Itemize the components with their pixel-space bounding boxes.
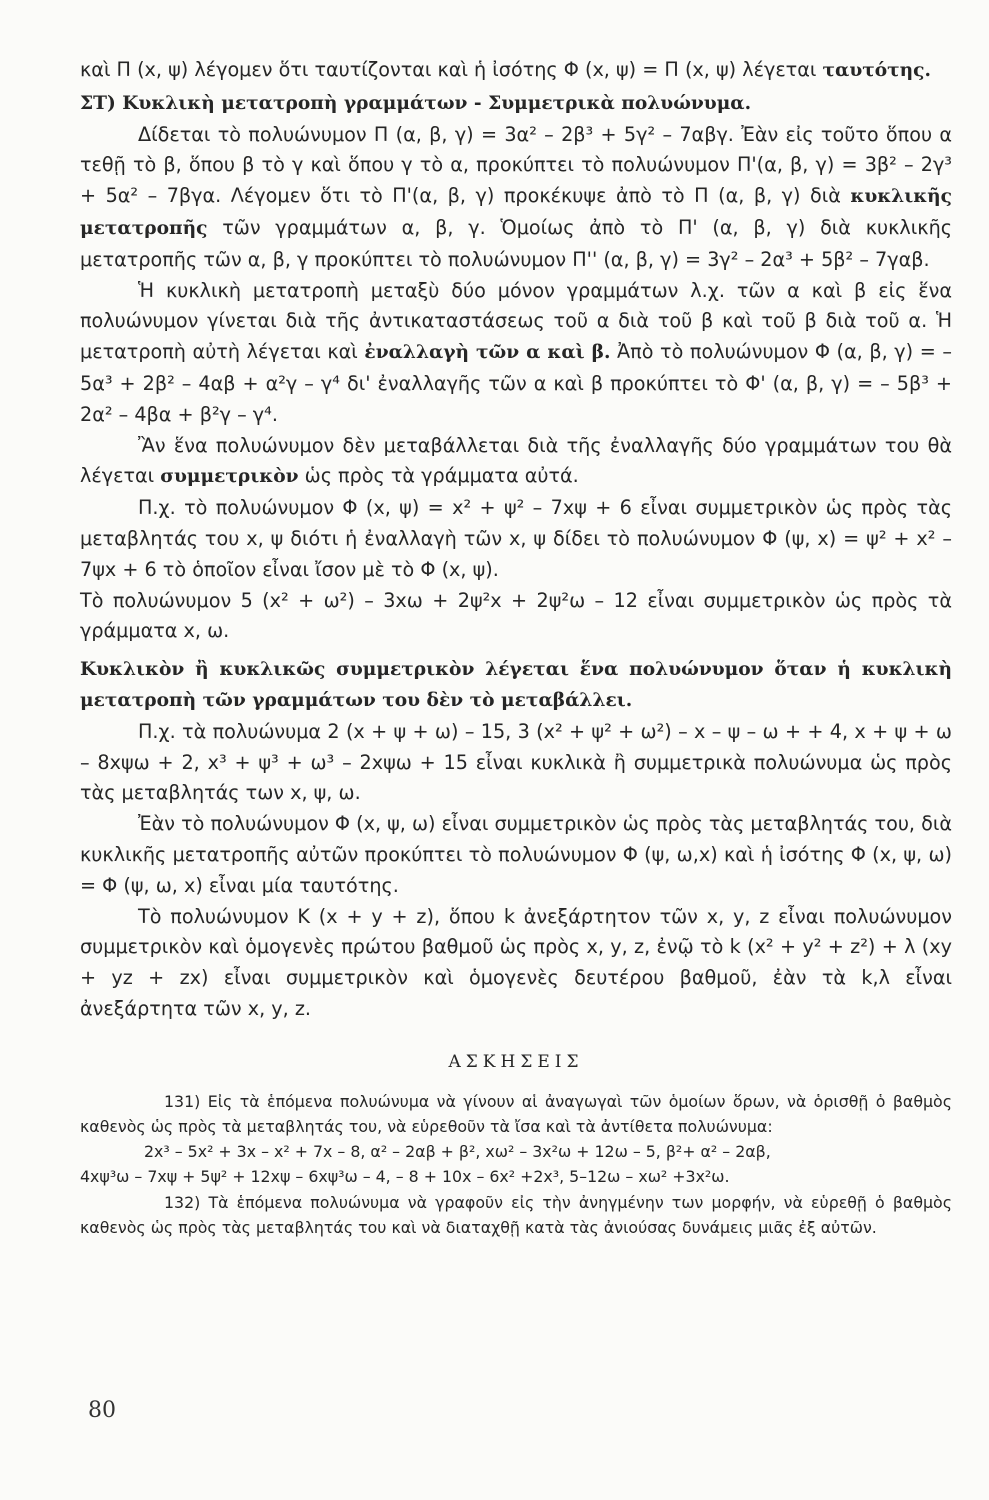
- paragraph-example-cyclic: Π.χ. τὰ πολυώνυμα 2 (x + ψ + ω) – 15, 3 (x² + ψ² + ω²) – x – ψ – ω + + 4, x + ψ + ω – 8xψω + 2, x³ + ψ³ + ω³ – 2xψω + 15 εἶναι κυκλικὰ ἢ συμμετρικὰ πολυώνυμα ὡς πρὸς τὰς μεταβλητάς των x, ψ, ω.: [80, 719, 952, 805]
- term-symmetric: συμμετρικὸν: [160, 466, 299, 488]
- paragraph-homogeneous: Τὸ πολυώνυμον K (x + y + z), ὅπου k ἀνεξάρτητον τῶν x, y, z εἶναι πολυώνυμον συμμετρικὸν καὶ ὁμογενὲς πρώτου βαθμοῦ ὡς πρὸς x, y, z, ἐνῷ τὸ k (x² + y² + z²) + λ (xy + yz + zx) εἶναι συμμετρικὸν καὶ ὁμογενὲς δευτέρου βαθμοῦ, ἐὰν τὰ k,λ εἶναι ἀνεξάρτητα τῶν x, y, z.: [80, 904, 952, 1020]
- para3-text-b: ὡς πρὸς τὰ γράμματα αὐτά.: [304, 464, 579, 488]
- exercise-131-line-2: 4xψ³ω – 7xψ + 5ψ² + 12xψ – 6xψ³ω – 4, – 8 + 10x – 6x² +2x³, 5–12ω – xω² +3x²ω.: [80, 1167, 730, 1187]
- exercise-131-line-1: 2x³ – 5x² + 3x – x² + 7x – 8, α² – 2αβ + β², xω² – 3x²ω + 12ω – 5, β²+ α² – 2αβ,: [144, 1142, 771, 1162]
- page-content: [80, 55, 952, 1240]
- exercise-132: 132) Τὰ ἑπόμενα πολυώνυμα νὰ γραφοῦν εἰς τὴν ἀνηγμένην των μορφήν, νὰ εὑρεθῇ ὁ βαθμὸς καθενὸς ὡς πρὸς τὰς μεταβλητάς του καὶ νὰ διαταχθῇ κατὰ τὰς ἀνιούσας δυνάμεις μιᾶς ἐξ αὐτῶν.: [80, 1192, 952, 1237]
- definition-cyclic-polynomial: Κυκλικὸν ἢ κυκλικῶς συμμετρικὸν λέγεται ἕνα πολυώνυμον ὅταν ἡ κυκλικὴ μετατροπὴ τῶν γραμμάτων του δὲν τὸ μεταβάλλει.: [80, 659, 952, 711]
- paragraph-symmetric: [80, 431, 952, 494]
- exercise-131: 131) Εἰς τὰ ἑπόμενα πολυώνυμα νὰ γίνουν αἱ ἀναγωγαὶ τῶν ὁμοίων ὅρων, νὰ ὁρισθῇ ὁ βαθμὸς καθενὸς ὡς πρὸς τὰ μεταβλητάς του, νὰ εὑρεθοῦν τὰ ἴσα καὶ τὰ ἀντίθετα πολυώνυμα:: [80, 1091, 952, 1136]
- page-number: 80: [88, 1398, 116, 1423]
- para2-text-a: Ἡ κυκλικὴ μετατροπὴ μεταξὺ δύο μόνον γραμμάτων λ.χ. τῶν α καὶ β εἰς ἕνα πολυώνυμον γίνεται διὰ τῆς ἀντικαταστάσεως τοῦ α διὰ τοῦ β καὶ τοῦ β διὰ τοῦ α. Ἡ μετατροπὴ αὐτὴ λέγεται καὶ: [80, 278, 952, 364]
- paragraph-cyclic-definition: [80, 120, 952, 276]
- para1-text-a: Δίδεται τὸ πολυώνυμον Π (α, β, γ) = 3α² – 2β³ + 5γ² – 7αβγ. Ἐὰν εἰς τοῦτο ὅπου α τεθῇ τὸ β, ὅπου β τὸ γ καὶ ὅπου γ τὸ α, προκύπτει τὸ πολυώνυμον Π'(α, β, γ) = 3β² – 2γ³ + 5α² – 7βγα. Λέγομεν ὅτι τὸ Π'(α, β, γ) προκέκυψε ἀπὸ τὸ Π (α, β, γ) διὰ: [80, 122, 952, 208]
- paragraph-identity: Ἐὰν τὸ πολυώνυμον Φ (x, ψ, ω) εἶναι συμμετρικὸν ὡς πρὸς τὰς μεταβλητάς του, διὰ κυκλικῆς μετατροπῆς αὐτῶν προκύπτει τὸ πολυώνυμον Φ (ψ, ω,x) καὶ ἡ ἰσότης Φ (x, ψ, ω) = Φ (ψ, ω, x) εἶναι μία ταυτότης.: [80, 812, 952, 897]
- para1-text-b: τῶν γραμμάτων α, β, γ. Ὁμοίως ἀπὸ τὸ Π' (α, β, γ) διὰ κυκλικῆς μετατροπῆς τῶν α, β, γ προκύπτει τὸ πολυώνυμον Π'' (α, β, γ) = 3γ² – 2α³ + 5β² – 7γαβ.: [80, 215, 952, 271]
- paragraph-example-symmetric: Π.χ. τὸ πολυώνυμον Φ (x, ψ) = x² + ψ² – 7xψ + 6 εἶναι συμμετρικὸν ὡς πρὸς τὰς μεταβλητάς του x, ψ διότι ἡ ἐναλλαγὴ τῶν x, ψ δίδει τὸ πολυώνυμον Φ (ψ, x) = ψ² + x² – 7ψx + 6 τὸ ὁποῖον εἶναι ἴσον μὲ τὸ Φ (x, ψ).: [80, 496, 952, 581]
- intro-text: καὶ Π (x, ψ) λέγομεν ὅτι ταυτίζονται καὶ ἡ ἰσότης Φ (x, ψ) = Π (x, ψ) λέγεται: [80, 58, 817, 81]
- term-cyclic-transformation: κυκλικῆς μετατροπῆς: [80, 186, 952, 239]
- para2-text-b: Ἀπὸ τὸ πολυώνυμον Φ (α, β, γ) = – 5α³ + 2β² – 4αβ + α²γ – γ⁴ δι' ἐναλλαγῆς τῶν α καὶ β προκύπτει τὸ Φ' (α, β, γ) = – 5β³ + 2α² – 4βα + β²γ – γ⁴.: [80, 340, 952, 426]
- term-interchange: ἐναλλαγὴ τῶν α καὶ β.: [364, 342, 611, 364]
- para3-text-a: Ἂν ἕνα πολυώνυμον δὲν μεταβάλλεται διὰ τῆς ἐναλλαγῆς δύο γραμμάτων του θὰ λέγεται: [80, 433, 952, 488]
- exercises-heading: ΑΣΚΗΣΕΙΣ: [448, 1051, 584, 1072]
- intro-paragraph: [80, 55, 952, 87]
- paragraph-example-symmetric-2: Τὸ πολυώνυμον 5 (x² + ω²) – 3xω + 2ψ²x + 2ψ²ω – 12 εἶναι συμμετρικὸν ὡς πρὸς τὰ γράμματα x, ω.: [80, 588, 952, 643]
- term-identity: ταυτότης.: [822, 60, 931, 81]
- section-title: ΣΤ) Κυκλικὴ μετατροπὴ γραμμάτων - Συμμετρικὰ πολυώνυμα.: [80, 92, 752, 114]
- paragraph-interchange: [80, 276, 952, 431]
